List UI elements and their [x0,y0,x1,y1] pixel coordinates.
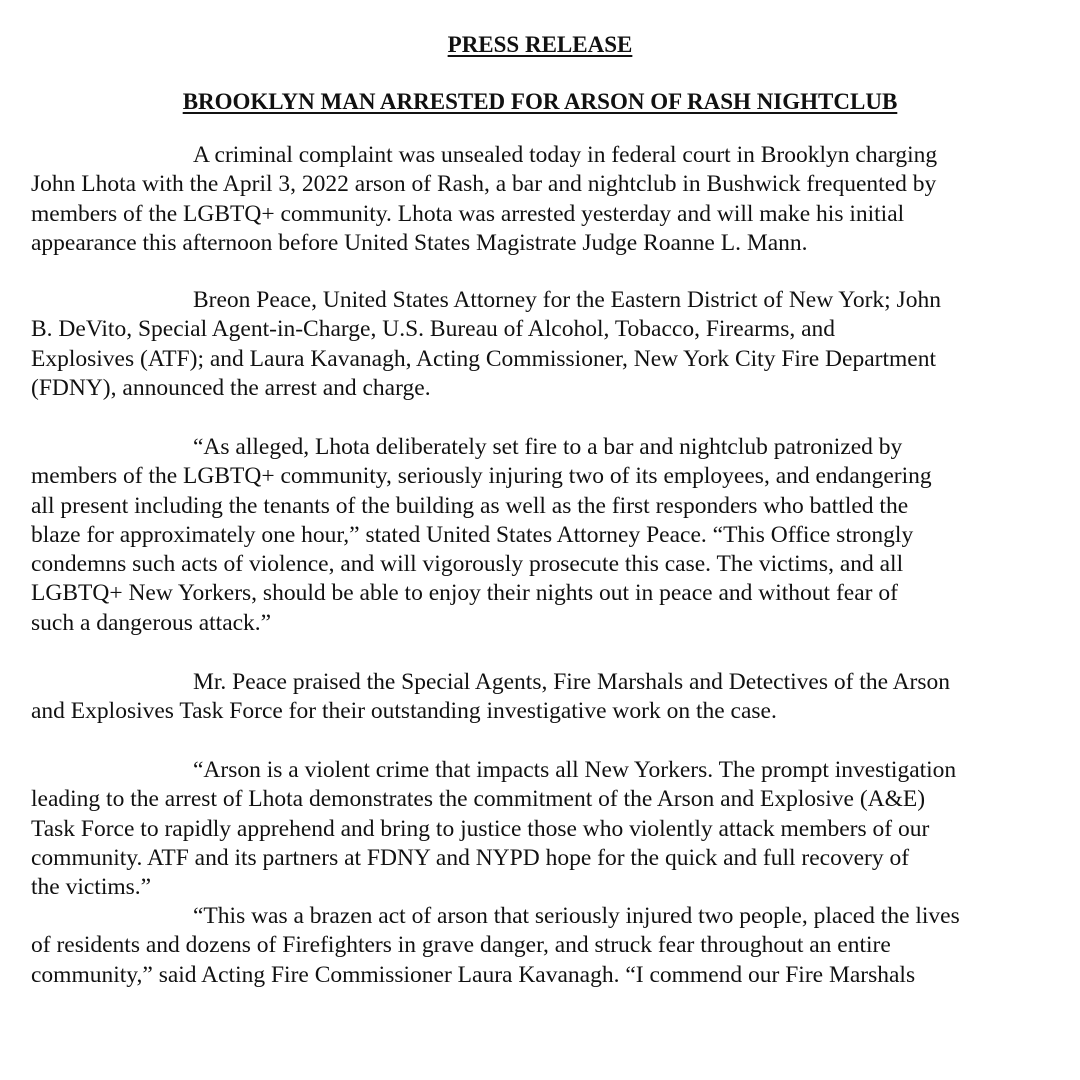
paragraph-fdny-quote [31,902,1051,990]
paragraph-line: appearance this afternoon before United States Magistrate Judge Roanne L. Mann. [31,229,808,256]
paragraph-atf-quote [31,756,1051,902]
paragraph-us-attorney-quote [31,433,1051,638]
paragraph-line: members of the LGBTQ+ community, seriously injuring two of its employees, and endangering [31,463,932,490]
paragraph-line: A criminal complaint was unsealed today in federal court in Brooklyn charging [193,142,938,168]
paragraph-line: (FDNY), announced the arrest and charge. [31,374,431,401]
paragraph-line: leading to the arrest of Lhota demonstrates the commitment of the Arson and Explosive (A&E) [31,786,926,813]
press-release-label: PRESS RELEASE [447,32,633,57]
paragraph-line: community,” said Acting Fire Commissioner Laura Kavanagh. “I commend our Fire Marshals [31,961,916,988]
paragraph-complaint-unsealed [31,141,1051,258]
paragraph-line: all present including the tenants of the building as well as the first responders who battled the [31,492,909,519]
paragraph-line: Breon Peace, United States Attorney for the Eastern District of New York; John [193,287,941,313]
paragraph-line: blaze for approximately one hour,” stated United States Attorney Peace. “This Office strongly [31,521,914,548]
paragraph-line: condemns such acts of violence, and will vigorously prosecute this case. The victims, and all [31,551,904,578]
paragraph-line: Mr. Peace praised the Special Agents, Fire Marshals and Detectives of the Arson [193,669,951,695]
paragraph-line: “As alleged, Lhota deliberately set fire to a bar and nightclub patronized by [193,434,903,460]
paragraph-praise [31,668,1051,727]
paragraph-line: the victims.” [31,874,152,901]
paragraph-line: B. DeVito, Special Agent-in-Charge, U.S. Bureau of Alcohol, Tobacco, Firearms, and [31,316,836,343]
paragraph-line: community. ATF and its partners at FDNY and NYPD hope for the quick and full recovery of [31,844,910,871]
paragraph-line: and Explosives Task Force for their outstanding investigative work on the case. [31,698,777,725]
paragraph-line: members of the LGBTQ+ community. Lhota was arrested yesterday and will make his initial [31,200,905,227]
paragraph-line: LGBTQ+ New Yorkers, should be able to enjoy their nights out in peace and without fear of [31,580,898,607]
press-release-title: BROOKLYN MAN ARRESTED FOR ARSON OF RASH NIGHTCLUB [182,89,898,114]
paragraph-line: of residents and dozens of Firefighters in grave danger, and struck fear throughout an entire [31,932,891,959]
paragraph-line: Explosives (ATF); and Laura Kavanagh, Acting Commissioner, New York City Fire Department [31,345,936,372]
paragraph-line: John Lhota with the April 3, 2022 arson of Rash, a bar and nightclub in Bushwick frequented by [31,171,937,198]
paragraph-line: Task Force to rapidly apprehend and bring to justice those who violently attack members of our [31,815,930,842]
paragraph-line: “This was a brazen act of arson that seriously injured two people, placed the lives [193,903,960,929]
paragraph-announcement [31,286,1051,403]
paragraph-line: such a dangerous attack.” [31,609,272,636]
paragraph-line: “Arson is a violent crime that impacts all New Yorkers. The prompt investigation [193,757,957,783]
